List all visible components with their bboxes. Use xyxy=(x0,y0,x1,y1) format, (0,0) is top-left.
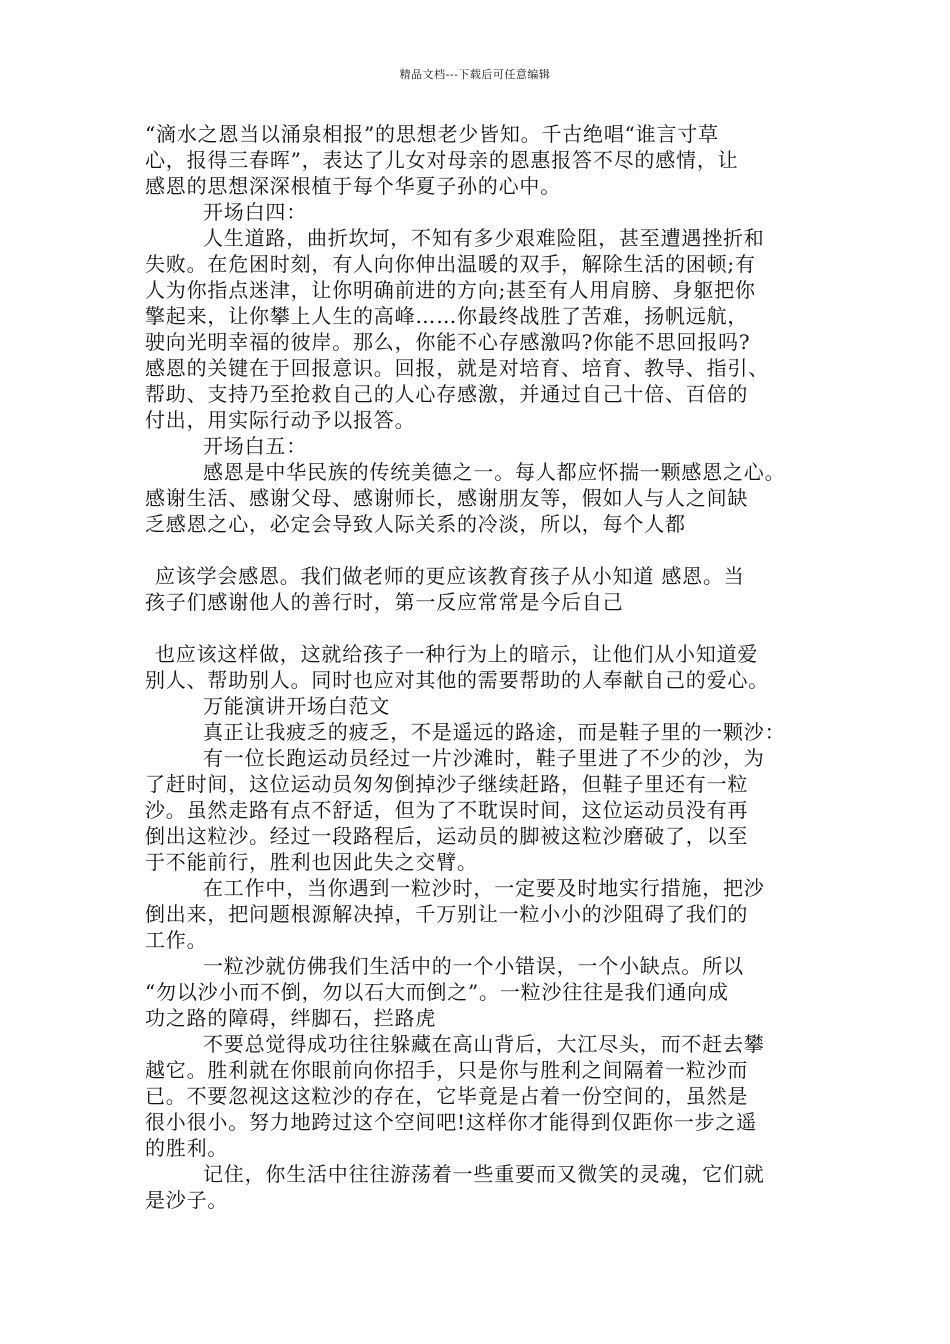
text-line: 付出，用实际行动予以报答。 xyxy=(145,408,416,432)
text-line: 别人、帮助别人。同时也应对其他的需要帮助的人奉献自己的爱心。 xyxy=(145,668,769,692)
text-line: 一粒沙就仿佛我们生活中的一个小错误，一个小缺点。所以 xyxy=(203,954,744,978)
text-line: 乏感恩之心，必定会导致人际关系的冷淡，所以，每个人都 xyxy=(145,512,686,536)
text-line: 越它。胜利就在你眼前向你招手，只是你与胜利之间隔着一粒沙而 xyxy=(145,1058,749,1082)
text-line: 倒出这粒沙。经过一段路程后，运动员的脚被这粒沙磨破了，以至 xyxy=(145,824,749,848)
text-line: “勿以沙小而不倒，勿以石大而倒之”。一粒沙往往是我们通向成 xyxy=(145,980,729,1004)
text-line: 人为你指点迷津，让你明确前进的方向;甚至有人用肩膀、身躯把你 xyxy=(145,278,756,302)
text-line: 很小很小。努力地跨过这个空间吧!这样你才能得到仅距你一步之遥 xyxy=(145,1110,758,1134)
text-line: 失败。在危困时刻，有人向你伸出温暖的双手，解除生活的困顿;有 xyxy=(145,252,756,276)
text-line: “滴水之恩当以涌泉相报”的思想老少皆知。千古绝唱“谁言寸草 xyxy=(145,122,719,146)
text-line: 工作。 xyxy=(145,928,208,952)
text-line: 感谢生活、感谢父母、感谢师长，感谢朋友等，假如人与人之间缺 xyxy=(145,486,749,510)
text-line: 功之路的障碍，绊脚石，拦路虎 xyxy=(145,1006,437,1030)
text-line: 记住，你生活中往往游荡着一些重要而又微笑的灵魂，它们就 xyxy=(203,1162,765,1186)
text-line: 已。不要忽视这这粒沙的存在，它毕竟是占着一份空间的，虽然是 xyxy=(145,1084,749,1108)
text-line: 在工作中，当你遇到一粒沙时，一定要及时地实行措施，把沙 xyxy=(203,876,765,900)
text-line: 驶向光明幸福的彼岸。那么，你能不心存感激吗?你能不思回报吗? xyxy=(145,330,751,354)
text-line: 擎起来，让你攀上人生的高峰……你最终战胜了苦难，扬帆远航， xyxy=(145,304,749,328)
text-line: 心，报得三春晖”，表达了儿女对母亲的恩惠报答不尽的感情，让 xyxy=(145,148,739,172)
text-line: 于不能前行，胜利也因此失之交臂。 xyxy=(145,850,478,874)
text-line: 真正让我疲乏的疲乏，不是遥远的路途，而是鞋子里的一颗沙： xyxy=(203,720,786,744)
text-line: 了赶时间，这位运动员匆匆倒掉沙子继续赶路，但鞋子里还有一粒 xyxy=(145,772,749,796)
text-line: 应该学会感恩。我们做老师的更应该教育孩子从小知道 感恩。当 xyxy=(155,564,745,588)
text-line: 帮助、支持乃至抢救自己的人心存感激，并通过自己十倍、百倍的 xyxy=(145,382,749,406)
page-header: 精品文档---下载后可任意编辑 xyxy=(399,68,551,81)
text-line: 感恩的思想深深根植于每个华夏子孙的心中。 xyxy=(145,174,561,198)
text-line: 人生道路，曲折坎坷，不知有多少艰难险阻，甚至遭遇挫折和 xyxy=(203,226,765,250)
text-line: 孩子们感谢他人的善行时，第一反应常常是今后自己 xyxy=(145,590,624,614)
text-line: 倒出来，把问题根源解决掉，千万别让一粒小小的沙阻碍了我们的 xyxy=(145,902,749,926)
text-line: 也应该这样做，这就给孩子一种行为上的暗示，让他们从小知道爱 xyxy=(155,642,759,666)
text-line: 感恩的关键在于回报意识。回报，就是对培育、培育、教导、指引、 xyxy=(145,356,769,380)
text-line: 的胜利。 xyxy=(145,1136,229,1160)
text-line: 不要总觉得成功往往躲藏在高山背后，大江尽头，而不赶去攀 xyxy=(203,1032,765,1056)
section-heading: 开场白四： xyxy=(203,200,307,224)
text-line: 感恩是中华民族的传统美德之一。每人都应怀揣一颗感恩之心。 xyxy=(203,460,786,484)
section-heading: 开场白五： xyxy=(203,434,307,458)
text-line: 沙。虽然走路有点不舒适，但为了不耽误时间，这位运动员没有再 xyxy=(145,798,749,822)
text-line: 是沙子。 xyxy=(145,1188,229,1212)
section-heading: 万能演讲开场白范文 xyxy=(203,694,391,718)
text-line: 有一位长跑运动员经过一片沙滩时，鞋子里进了不少的沙，为 xyxy=(203,746,765,770)
